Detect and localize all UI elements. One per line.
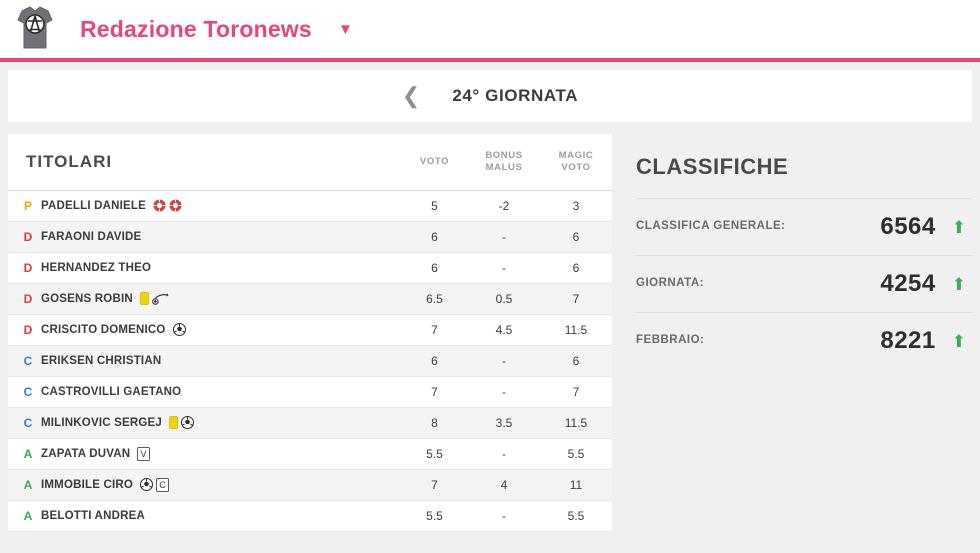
player-bonus-malus: -2 — [468, 190, 540, 221]
player-name: FARAONI DAVIDE — [41, 230, 142, 243]
player-name: ZAPATA DUVAN — [41, 447, 131, 460]
player-bonus-malus: 3.5 — [468, 407, 540, 438]
player-role: C — [23, 415, 33, 430]
table-row[interactable] — [8, 438, 612, 469]
table-row[interactable] — [8, 376, 612, 407]
caret-down-icon[interactable]: ▼ — [337, 20, 353, 38]
giornata-title: 24° GIORNATA — [452, 86, 579, 105]
player-badges — [140, 292, 169, 305]
captain-box-icon — [156, 478, 169, 492]
column-header-bonus-line2: MALUS — [485, 161, 523, 173]
player-name: ERIKSEN CHRISTIAN — [41, 354, 162, 367]
player-bonus-malus: - — [468, 221, 540, 252]
player-badges — [140, 478, 169, 492]
goal-scored-icon — [173, 323, 186, 336]
column-header-magic-voto — [540, 134, 612, 190]
player-magic-voto: 11.5 — [540, 407, 612, 438]
player-badges — [153, 199, 182, 212]
player-magic-voto: 5.5 — [540, 438, 612, 469]
player-voto: 7 — [401, 469, 468, 500]
player-voto: 7 — [401, 376, 468, 407]
table-row[interactable] — [8, 190, 612, 221]
yellow-card-icon — [169, 416, 178, 429]
column-header-bonus-malus — [468, 134, 540, 190]
player-voto: 6 — [401, 345, 468, 376]
player-cell — [8, 314, 401, 345]
trend-up-icon: ⬆ — [951, 331, 966, 351]
player-name: BELOTTI ANDREA — [41, 509, 145, 522]
player-magic-voto: 7 — [540, 376, 612, 407]
player-voto: 6 — [401, 221, 468, 252]
table-row[interactable] — [8, 283, 612, 314]
classifica-label: GIORNATA: — [636, 277, 704, 290]
player-magic-voto: 5.5 — [540, 500, 612, 531]
player-bonus-malus: - — [468, 252, 540, 283]
app-header — [0, 0, 980, 62]
column-header-magic-line1: MAGIC — [558, 149, 594, 161]
giornata-bar — [8, 70, 972, 122]
player-magic-voto: 11 — [540, 469, 612, 500]
classifiche-title: CLASSIFICHE — [636, 154, 789, 179]
player-bonus-malus: 4 — [468, 469, 540, 500]
player-magic-voto: 6 — [540, 221, 612, 252]
player-cell — [8, 221, 401, 252]
trend-up-icon: ⬆ — [951, 217, 966, 237]
goal-conceded-icon — [169, 199, 182, 212]
player-role: D — [23, 260, 33, 275]
formation-table — [8, 134, 612, 532]
goal-conceded-icon — [153, 199, 166, 212]
table-row[interactable] — [8, 469, 612, 500]
player-magic-voto: 3 — [540, 190, 612, 221]
table-row[interactable] — [8, 407, 612, 438]
player-magic-voto: 6 — [540, 345, 612, 376]
player-voto: 5.5 — [401, 500, 468, 531]
table-row[interactable] — [8, 252, 612, 283]
player-bonus-malus: 4.5 — [468, 314, 540, 345]
main-content — [0, 122, 980, 532]
player-cell — [8, 407, 401, 438]
player-role: P — [23, 198, 32, 213]
goal-scored-icon — [181, 416, 194, 429]
svg-text:V: V — [140, 448, 147, 459]
player-name: PADELLI DANIELE — [41, 199, 147, 212]
classifica-value-group — [880, 327, 966, 355]
table-row[interactable] — [8, 221, 612, 252]
table-header-row — [8, 134, 612, 190]
assist-icon — [152, 292, 169, 305]
player-role: C — [23, 353, 33, 368]
player-voto: 6 — [401, 252, 468, 283]
player-role: D — [23, 291, 33, 306]
classifica-value-group — [880, 213, 966, 241]
player-bonus-malus: - — [468, 376, 540, 407]
player-role: D — [23, 322, 33, 337]
player-name: CRISCITO DOMENICO — [41, 323, 166, 336]
column-header-voto-label: VOTO — [419, 155, 450, 167]
team-name: Redazione Toronews — [80, 15, 312, 42]
player-voto: 8 — [401, 407, 468, 438]
player-cell — [8, 252, 401, 283]
player-badges — [173, 323, 186, 336]
player-role: C — [23, 384, 33, 399]
player-name: IMMOBILE CIRO — [41, 478, 134, 491]
player-cell — [8, 283, 401, 314]
player-badges — [169, 416, 194, 429]
player-cell — [8, 500, 401, 531]
player-cell — [8, 190, 401, 221]
player-name: HERNANDEZ THEO — [41, 261, 152, 274]
goal-scored-icon — [140, 478, 153, 491]
player-bonus-malus: - — [468, 500, 540, 531]
var-box-icon — [137, 447, 150, 461]
section-title-titolari: TITOLARI — [8, 134, 401, 190]
player-bonus-malus: 0.5 — [468, 283, 540, 314]
player-voto: 6.5 — [401, 283, 468, 314]
classifica-value: 8221 — [880, 327, 936, 354]
classifica-row — [636, 198, 972, 255]
player-name: GOSENS ROBIN — [41, 292, 133, 305]
classifica-value-group — [880, 270, 966, 298]
player-magic-voto: 6 — [540, 252, 612, 283]
player-cell — [8, 469, 401, 500]
team-jersey-icon — [8, 2, 62, 56]
player-name: MILINKOVIC SERGEJ — [41, 416, 162, 429]
formation-table-body — [8, 190, 612, 531]
table-row[interactable] — [8, 500, 612, 531]
svg-text:C: C — [159, 479, 166, 490]
player-name: CASTROVILLI GAETANO — [41, 385, 182, 398]
player-role: A — [23, 477, 33, 492]
player-voto: 5 — [401, 190, 468, 221]
classifiche-panel — [636, 134, 972, 369]
trend-up-icon: ⬆ — [951, 274, 966, 294]
column-header-voto — [401, 134, 468, 190]
column-header-bonus-line1: BONUS — [485, 149, 523, 161]
classifica-row — [636, 312, 972, 369]
player-cell — [8, 438, 401, 469]
formation-table-head — [8, 134, 612, 190]
table-row[interactable] — [8, 314, 612, 345]
player-magic-voto: 7 — [540, 283, 612, 314]
player-cell — [8, 376, 401, 407]
player-badges — [137, 447, 150, 461]
classifica-row — [636, 255, 972, 312]
player-role: A — [23, 446, 33, 461]
player-cell — [8, 345, 401, 376]
table-row[interactable] — [8, 345, 612, 376]
column-header-magic-line2: VOTO — [561, 161, 591, 173]
classifica-label: CLASSIFICA GENERALE: — [636, 220, 786, 233]
player-bonus-malus: - — [468, 438, 540, 469]
yellow-card-icon — [140, 292, 149, 305]
classifica-value: 6564 — [880, 213, 936, 240]
classifiche-rows — [636, 198, 972, 369]
player-role: D — [23, 229, 33, 244]
classifica-label: FEBBRAIO: — [636, 334, 705, 347]
player-magic-voto: 11.5 — [540, 314, 612, 345]
formation-table-card — [8, 134, 612, 532]
player-role: A — [23, 508, 33, 523]
player-voto: 5.5 — [401, 438, 468, 469]
player-voto: 7 — [401, 314, 468, 345]
classifica-value: 4254 — [880, 270, 936, 297]
player-bonus-malus: - — [468, 345, 540, 376]
chevron-left-icon[interactable]: ❮ — [401, 83, 421, 108]
